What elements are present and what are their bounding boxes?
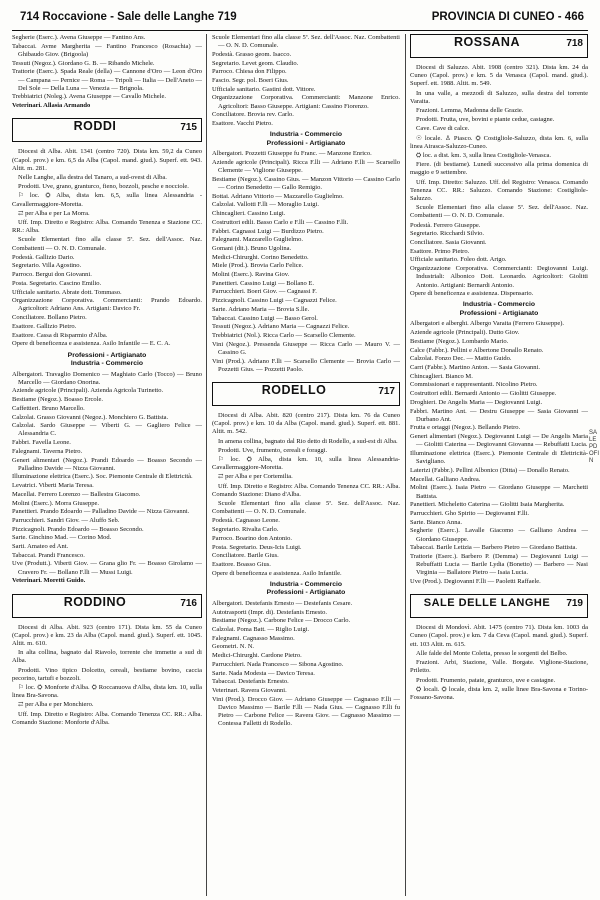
town-number: 719 xyxy=(566,598,583,610)
intro-line: Prodotti. Vino tipico Dolcetto, cereali, bestiame bovino, caccia pecorino, tartufi e bozzoli. xyxy=(12,666,202,682)
entry: Tabaccai. Barile Letizia — Barbero Pietro — Giordano Battista. xyxy=(410,544,578,552)
entry: Medici-Chirurghi. Corino Benedetto. xyxy=(212,253,309,261)
entry: Albergatori e alberghi. Albergo Varaita (Ferrero Giuseppe). xyxy=(410,320,565,328)
section-subheading: Industria - Commercio Professioni - Artigianato xyxy=(266,580,346,597)
header-right: PROVINCIA DI CUNEO - 466 xyxy=(431,11,584,23)
intro-line: Diocesi di Alba. Abit. 923 (centro 171). Dista km. 55 da Cuneo (Capol. prov.) e km. 23 da Alba (Capol. mand. giud.). Superf. ett. 1045. Altit. m. 610. xyxy=(12,623,202,647)
entry: Podestà. Ferrero Giuseppe. xyxy=(410,221,481,229)
intro-line: Prodotti. Uve, grano, granturco, fieno, bozzoli, pesche e nocciole. xyxy=(18,183,189,191)
town-title-roddi xyxy=(12,118,202,142)
entry: Vini (Negoz.). Pressenda Giuseppe — Ricca Carlo — Mauro V. — Cassino G. xyxy=(212,340,400,356)
entry: Falegnami. Taverna Pietro. xyxy=(12,447,83,455)
entry: Podestà. Cagnasso Leone. xyxy=(212,517,280,525)
entry: Conciliatore. Sasia Giovanni. xyxy=(410,239,487,247)
intro-line: Frazioni. Arbi, Stazione, Valle. Borgate. Viglione-Stazione, Priletto. xyxy=(410,659,588,675)
entry: Illuminazione elettrica (Eserc.). Soc. Piemonte Centrale di Elettricità. xyxy=(12,473,193,481)
intro-line: Uff. Imp. Diretto e Registro: Alba. Comando Tenenza e Stazione CC. RR.: Alba. xyxy=(12,218,202,235)
town-number: 717 xyxy=(378,386,395,398)
entry: Parroco. Chiesa don Filippo. xyxy=(212,68,287,76)
intro-line: Uff. Imp. Diretto e Registro: Alba. Comando Tenenza CC. RR.: Alba. Comando Stazione: Monforte d'Alba. xyxy=(12,710,202,726)
entry: Opere di beneficenza e assistenza. Dispensario. xyxy=(410,290,534,298)
entry: Calzolai. Vallotti F.lli — Moraglio Luigi. xyxy=(212,201,319,209)
entry: Segretario. Villa Agostino. xyxy=(12,262,82,270)
entry: Posta. Segretario. Cascino Emilio. xyxy=(12,279,102,287)
entry: Calzolai. Poma Batt. — Riglio Luigi. xyxy=(212,625,310,633)
entry: Levatrici. Viberti Maria Teresa. xyxy=(12,482,94,490)
entry: Medici-Chirurghi. Cardone Pietro. xyxy=(212,652,302,660)
entry: Tessuti (Negoz.). Giordano G. B. — Ribando Michele. xyxy=(12,59,155,67)
entry: Macellai. Galliano Andrea. xyxy=(410,475,481,483)
entry: Uve (Produtt.). Viberti Giov. — Grana glio Fr. — Boasso Girolamo — Cravero Fr. — Bollano F.lli — Mussi Luigi. xyxy=(12,560,202,576)
entry: Opere di beneficenza e assistenza. Asilo Infantile — E. C. A. xyxy=(12,340,171,348)
entry: Vini (Prod.). Adriano F.lli — Scarsello Clemente — Brovia Carlo — Pozzetti Gius. — Pozzetti Paolo. xyxy=(212,357,400,373)
entry: Generi alimentari (Negoz.). Prandi Edoardo — Boasso Secondo — Palladino Davide — Nizza Giovanni. xyxy=(12,456,202,472)
entry: Miele (Prod.). Brovia Carlo Felice. xyxy=(212,262,304,270)
entry: Aziende agricole (Principali). Azienda Agricola Turinetto. xyxy=(12,387,164,395)
entry: Calce (Fabbr.). Pellini e Albertone Donallo Renato. xyxy=(410,346,544,354)
town-name: RODDI xyxy=(73,119,117,134)
entry: Bestiame (Negoz.). Cassino Gius. — Manzon Vittorio — Cassino Carlo — Corino Benedetto — Gallo Remigio. xyxy=(212,175,400,192)
entry: Generi alimentari (Negoz.). Degiovanni Luigi — De Angelis Maria — Giolitti Caterina — Degiovanni Giovanna — Rebuffatti Lucia. xyxy=(410,433,588,449)
entry: Vini (Prod.). Drocco Giov. — Adriano Giuseppe — Cagnasso F.lli — Davico Massimo — Barile F.lli — Nada Gius. — Cagnasso F.lli fu Pietro — Carbone Felice — Ravera Giov. — Cagnasso Massimo — Contessa Falletti di Rodello. xyxy=(212,695,400,728)
entry: Panettieri. Cassino Luigi — Bollano E. xyxy=(212,279,315,287)
entry: Segherie (Eserc.). Avena Giuseppe — Fantino Ans. xyxy=(12,34,146,41)
town-title-rodello xyxy=(212,382,400,406)
entry: Tabaccai. Avme Margherita — Fantino Francesco (Rosachia) — Ghibaudo Giov. (Brigoola) xyxy=(12,42,202,58)
entry: Falegnami. Mazzarello Guglielmo. xyxy=(212,236,303,244)
entry: Segherie (Eserc.). Lavalle Giacomo — Galliano Andrea — Giordano Giuseppe. xyxy=(410,527,588,543)
entry: Caffettieri. Bruno Marcello. xyxy=(12,404,85,412)
intro-line: ⚐ loc. ⛭ Monforte d'Alba. ⛭ Roccanuova d'Alba, dista km. 10, sulla linea Bra-Savona. xyxy=(12,684,202,700)
entry: Bottai. Adriano Vittorio — Mazzarello Guglielmo. xyxy=(212,192,344,200)
intro-line: ⇄ per Alba e per Monchiero. xyxy=(18,701,94,709)
intro-line: Diocesi di Alba. Abit. 820 (centro 217). Dista km. 76 da Cuneo (Capol. prov.) e km. 10 da Alba (Capol. mand. giud.). Superf. ett. 881. Altit. m. 542. xyxy=(212,412,400,436)
entry: Sarte. Bianco Anna. xyxy=(410,518,462,526)
entry: Pizzicagnoli. Prando Edoardo — Boasso Secondo. xyxy=(12,525,144,533)
entry: Segretario. Rivalta Carlo. xyxy=(212,526,279,534)
entry: Scuole Elementari fino alla classe 5ª. Sez. dell'Assoc. Naz. Combattenti — O. N. D. Comunale. xyxy=(212,34,400,50)
entry: Segretario. Ricchardi Silvio. xyxy=(410,230,485,238)
town-number: 715 xyxy=(180,122,197,134)
entry: Veterinari. Allasia Armando xyxy=(12,102,91,110)
entry: Fabbri. Favella Leone. xyxy=(12,439,71,447)
entry: Calzolai. Fonzo Dec. — Mattio Guido. xyxy=(410,355,512,363)
entry: Panettieri. Prando Edoardo — Palladino Davide — Nizza Giovanni. xyxy=(12,508,190,516)
intro-line: Frazioni. Lemma, Madonna delle Grazie. xyxy=(416,107,524,115)
column-divider-2 xyxy=(405,34,406,896)
town-number: 716 xyxy=(180,597,197,609)
entry: Falegnami. Cagnasso Massimo. xyxy=(212,634,295,642)
column-3 xyxy=(410,34,588,896)
entry: Droghieri. De Angelis Maria — Degiovanni Luigi. xyxy=(410,398,543,406)
intro-line: Diocesi di Mondovì. Abit. 1475 (centro 71). Dista km. 1003 da Cuneo (Capol. prov.) e km. 7 da Ceva (Capol. mand. giud.). Superf. ett. 103 Altit. m. 615. xyxy=(410,624,588,648)
town-title-sale-delle-langhe xyxy=(410,594,588,618)
entry: Aziende agricole (Principali). Ricca F.lli — Adriano F.lli — Scarsello Clemente — Viglione Giuseppe. xyxy=(212,158,400,175)
section-subheading: Industria - Commercio Professioni - Artigianato xyxy=(459,301,539,317)
entry: Bestiame (Negoz.). Lombardo Mario. xyxy=(410,337,509,345)
intro-line: Uff. Imp. Diretto e Registro: Alba. Comando Tenenza CC. RR.: Alba. Comando Stazione: Diano d'Alba. xyxy=(212,482,400,498)
entry: Tabaccai. Destefanis Ernesto. xyxy=(212,678,289,686)
entry: Autotrasporti (Impr. di). Destefanis Ernesto. xyxy=(212,608,327,616)
town-title-rossana xyxy=(410,34,588,58)
entry: Esattore. Gallizio Pietro. xyxy=(12,322,77,330)
intro-line: Prodotti. Frumento, patate, granturco, uve e castagne. xyxy=(416,676,556,684)
entry: Parrucchieri. Sandri Giov. — Aluffo Seb. xyxy=(12,516,120,524)
entry: Gomani (dit.). Bruno Ugolina. xyxy=(212,244,292,252)
entry: Bestiame (Negoz.). Carbone Felice — Drocco Carlo. xyxy=(212,617,351,625)
entry: Organizzazione Corporativa. Commercianti: Prando Edoardo. Agricoltori: Adriano Ans. Artigiani: Davico Fr. xyxy=(12,297,202,313)
intro-line: ⚐ loc. ⛭ Alba, dista km. 10, sulla linea Alessandria-Cavallermaggiore-Moretta. xyxy=(212,456,400,472)
entry: Fabbri. Cagnassi Luigi — Burdizzo Pietro. xyxy=(212,227,324,235)
intro-line: Prodotti. Frutta, uve, bovini e piante cedue, castagne. xyxy=(416,116,555,124)
entry: Molini (Eserc.). Isaia Pietro — Giordano Giuseppe — Marchetti Battista. xyxy=(410,484,588,500)
entry: Esattore. Primo Pietro. xyxy=(410,247,470,255)
entry: Parrucchieri. Gho Spirito — Degiovanni F.lli. xyxy=(410,509,529,517)
entry: Molini (Eserc.). Morra Giuseppe. xyxy=(12,499,100,507)
intro-line: Fiere. (di bestiame). Lunedì successivo alla prima domenica di maggio e 9 settembre. xyxy=(410,161,588,177)
intro-line: ⛭ locali. ⛭ locale, dista km. 2, sulle linee Bra-Savona e Torino-Fossano-Savona. xyxy=(410,685,588,701)
entry: Parroco. Boarino don Antonio. xyxy=(212,534,292,542)
entry: Chincaglieri. Cassino Luigi. xyxy=(212,210,286,218)
intro-line: Scuole Elementari fino alla classe 5ª. Sez. dell'Assoc. Naz. Combattenti — O. N. D. Comunale. xyxy=(212,500,400,516)
entry: Pizzicagnoli. Cassino Luigi — Cagnazzi Felice. xyxy=(212,297,337,305)
entry: Esattore. Cassa di Risparmio d'Alba. xyxy=(12,331,108,339)
intro-line: Scuole Elementari fino alla classe 5ª. Sez. dell'Assoc. Naz. Combattenti — O. N. D. Comunale. xyxy=(410,204,588,220)
margin-note: SALE PDOFIN xyxy=(589,430,599,464)
entry: Ufficiale sanitario. Abrate dott. Tommaso. xyxy=(12,288,122,296)
town-name: SALE DELLE LANGHE xyxy=(423,597,551,610)
entry: Conciliatore. Brovia rev. Carlo. xyxy=(212,111,294,119)
entry: Sarte. Adriano Maria — Brovia S.lle. xyxy=(212,305,310,313)
section-subheading: Industria - Commercio Professioni - Artigianato xyxy=(266,131,346,147)
entry: Sarte. Nada Modesta — Davico Teresa. xyxy=(212,669,315,677)
entry: Segretario. Levet geom. Claudio. xyxy=(212,59,299,67)
entry: Fascio. Segr. pol. Boeri Gius. xyxy=(212,77,289,85)
entry: Opere di beneficenza e assistenza. Asilo Infantile. xyxy=(212,569,342,577)
intro-line: ⚐ loc. ⛭ Alba, dista km. 6,5, sulla linea Alessandria - Cavallermaggiore-Moretta. xyxy=(12,192,202,208)
entry: Trattorie (Eserc.). Barbero P. (Demma) — Degiovanni Luigi — Rebuffatti Lucia — Barile Lydia (Bonetto) — Barbero — Nasi Virginia — Ballatore Pietro — Isaia Lucia. xyxy=(410,552,588,577)
town-title-roddino xyxy=(12,594,202,618)
intro-line: Cave. Cave di calce. xyxy=(416,125,470,133)
intro-line: ⛭ loc. a dist. km. 3, sulla linea Costigliole-Venasca. xyxy=(416,152,551,160)
entry: Tabaccai. Prandi Francesco. xyxy=(12,551,85,559)
entry: Albergatori. Destefanis Ernesto — Destefanis Cesare. xyxy=(212,599,353,607)
entry: Esattore. Boasso Gius. xyxy=(212,560,271,568)
entry: Albergatori. Pozzetti Giuseppe fu Franc. — Manzone Enrico. xyxy=(212,150,372,158)
entry: Parroco. Bergui don Giovanni. xyxy=(12,271,92,279)
entry: Veterinari. Moretti Guido. xyxy=(12,577,86,585)
intro-line: In amena collina, bagnato dal Rio detto di Rodello, a sud-est di Alba. xyxy=(218,437,398,445)
intro-line: In una valle, a mezzodì di Saluzzo, sulla destra del torrente Varaita. xyxy=(410,89,588,105)
intro-line: In alta collina, bagnato dal Riavolo, torrente che immette a sud di Alba. xyxy=(12,649,202,665)
entry: Esattore. Vacchi Pietro. xyxy=(212,120,273,128)
entry: Bestiame (Negoz.). Boasso Ercole. xyxy=(12,396,103,404)
entry: Organizzazione Corporativa. Commercianti: Manzone Enrico. Agricoltori: Basso Giuseppe. Artigiani: Cassino Fiorenzo. xyxy=(212,94,400,110)
entry: Trattorie (Eserc.). Spada Reale (della) — Cannone d'Oro — Leon d'Oro — Campana — Pernice — Roma — Tripoli — Italia — Dell'Aneto — Del Sole — Della Luna — Venezia — Brignola. xyxy=(12,68,202,92)
intro-line: ⇄ per Alba e per Cortemilia. xyxy=(218,473,293,481)
entry: Veterinari. Ravera Giovanni. xyxy=(212,686,287,694)
entry: Aziende agricole (Principali). Dutto Giov. xyxy=(410,329,520,337)
entry: Trebbiatrici (Noleg.). Avena Giuseppe — Cavallo Michele. xyxy=(12,93,166,101)
entry: Ufficiale sanitario. Foleo dott. Artgo. xyxy=(410,256,507,264)
intro-line: Prodotti. Uve, frumento, cereali e foraggi. xyxy=(218,446,328,454)
entry: Fabbri. Martino Ant. — Destru Giuseppe — Sasia Giovanni — Durbano Ant. xyxy=(410,407,588,423)
page-header xyxy=(12,6,588,31)
intro-line: Scuole Elementari fino alla classe 5ª. Sez. dell'Assoc. Naz. Combattenti — O. N. D. Comunale. xyxy=(12,236,202,252)
entry: Uve (Prod.). Degiovanni F.lli — Paoletti Raffaele. xyxy=(410,578,541,586)
entry: Sarti. Amateo ed Ant. xyxy=(12,543,69,551)
entry: Chincaglieri. Bianco M. xyxy=(410,372,473,380)
entry: Costruttori edili. Bernardi Antonio — Giolitti Giuseppe. xyxy=(410,390,557,398)
entry: Podestà. Gallizio Dario. xyxy=(12,253,75,261)
entry: Molini (Eserc.). Ravina Giov. xyxy=(212,271,290,279)
town-number: 718 xyxy=(566,38,583,49)
town-name: ROSSANA xyxy=(453,35,520,49)
town-name: RODELLO xyxy=(261,383,327,398)
entry: Parrucchieri. Boeri Giov. — Cagnassi F. xyxy=(212,288,317,296)
entry: Conciliatore. Barile Gius. xyxy=(212,552,279,560)
intro-line: Alle falde del Monte Coletta, presso le sorgenti del Belbo. xyxy=(416,649,568,657)
town-name: RODDINO xyxy=(63,594,127,609)
entry: Parrucchieri. Nada Francesco — Sibona Agostino. xyxy=(212,660,344,668)
entry: Calzolai. Grasso Giovanni (Negoz.). Monchiero G. Battista. xyxy=(12,413,169,421)
entry: Trebbiatrici (Nol.). Ricca Carlo — Scarsello Clemente. xyxy=(212,332,356,339)
entry: Costruttori edili. Basso Carlo e F.lli — Cassino F.lli. xyxy=(212,218,349,226)
intro-line: ⇄ per Alba e per La Morra. xyxy=(18,209,90,217)
entry: Carri (Fabbr.). Martino Anton. — Sasia Giovanni. xyxy=(410,364,540,371)
entry: Albergatori. Travaglio Domenico — Maghiato Carlo (Tocco) — Bruno Marcello — Giordano Onorina. xyxy=(12,370,202,386)
entry: Macellai. Ferrero Lorenzo — Ballestra Giacomo. xyxy=(12,490,141,498)
section-subheading: Professioni - Artigianato Industria - Commercio xyxy=(67,351,147,367)
entry: Commissionari e rappresentanti. Nicolino Pietro. xyxy=(410,381,538,389)
header-left: 714 Roccavione - Sale delle Langhe 719 xyxy=(20,11,237,23)
entry: Panettieri. Micheletto Caterina — Giolitti Isaia Margherita. xyxy=(410,501,565,509)
entry: Calzolai. Sardo Giuseppe — Viberti G. — Gagliero Felice — Alessandria C. xyxy=(12,422,202,438)
entry: Ufficiale sanitario. Gastini dott. Vittore. xyxy=(212,85,316,93)
column-1 xyxy=(12,34,202,896)
entry: Geometri. N. N. xyxy=(212,643,255,651)
entry: Podestà. Grasso geom. Isacco. xyxy=(212,50,292,58)
entry: Frutta e ortaggi (Negoz.). Bellando Pietro. xyxy=(410,424,521,432)
entry: Conciliatore. Bollano Pietro. xyxy=(12,314,87,322)
intro-line: Nelle Langhe, alla destra del Tanaro, a sud-ovest di Alba. xyxy=(18,173,167,181)
entry: Tabaccai. Cassino Luigi — Basso Gerol. xyxy=(212,314,318,322)
intro-line: Uff. Imp. Diretto: Saluzzo. Uff. del Registro: Venasca. Comando Tenenza CC. RR.: Saluzzo. Comando Stazione: Costigliole-Saluzzo. xyxy=(410,178,588,203)
entry: Posta. Segretario. Deus-Icis Luigi. xyxy=(212,543,302,551)
column-divider-1 xyxy=(206,34,207,896)
entry: Tessuti (Negoz.). Adriano Maria — Cagnazzi Felice. xyxy=(212,323,350,331)
intro-line: ☉ locale. ♙ Piasco. ⛭ Costigliole-Saluzzo, dista km. 6, sulla linea Airasca-Saluzzo-Cuneo. xyxy=(410,134,588,150)
entry: Organizzazione Corporativa. Commercianti: Degiovanni Luigi. Industriali: Albonico Dott. Leonardo. Agricoltori: Giolitti Antonio. Artigiani: Bernardi Antonio. xyxy=(410,265,588,289)
column-2 xyxy=(212,34,400,896)
intro-line: Diocesi di Alba. Abit. 1341 (centro 720). Dista km. 59,2 da Cuneo (Capol. prov.) e km. 6,5 da Alba (Capol. mand. giud.). Superf. ett. 943. Altit. m. 281. xyxy=(12,148,202,172)
entry: Sarte. Ginchino Mad. — Corino Mod. xyxy=(12,534,112,542)
intro-line: Diocesi di Saluzzo. Abit. 1908 (centro 321). Dista km. 24 da Cuneo (Capol. prov.) e km. 5 da Venasca (Capol. mand. giud.). Superf. ett. 1988. Altit. m. 549. xyxy=(410,64,588,88)
entry: Laterizi (Fabbr.). Pellini Albonico (Ditta) — Donallo Renato. xyxy=(410,466,570,474)
entry: Illuminazione elettrica (Eserc.). Piemonte Centrale di Elettricità-Savigliano. xyxy=(410,450,588,466)
